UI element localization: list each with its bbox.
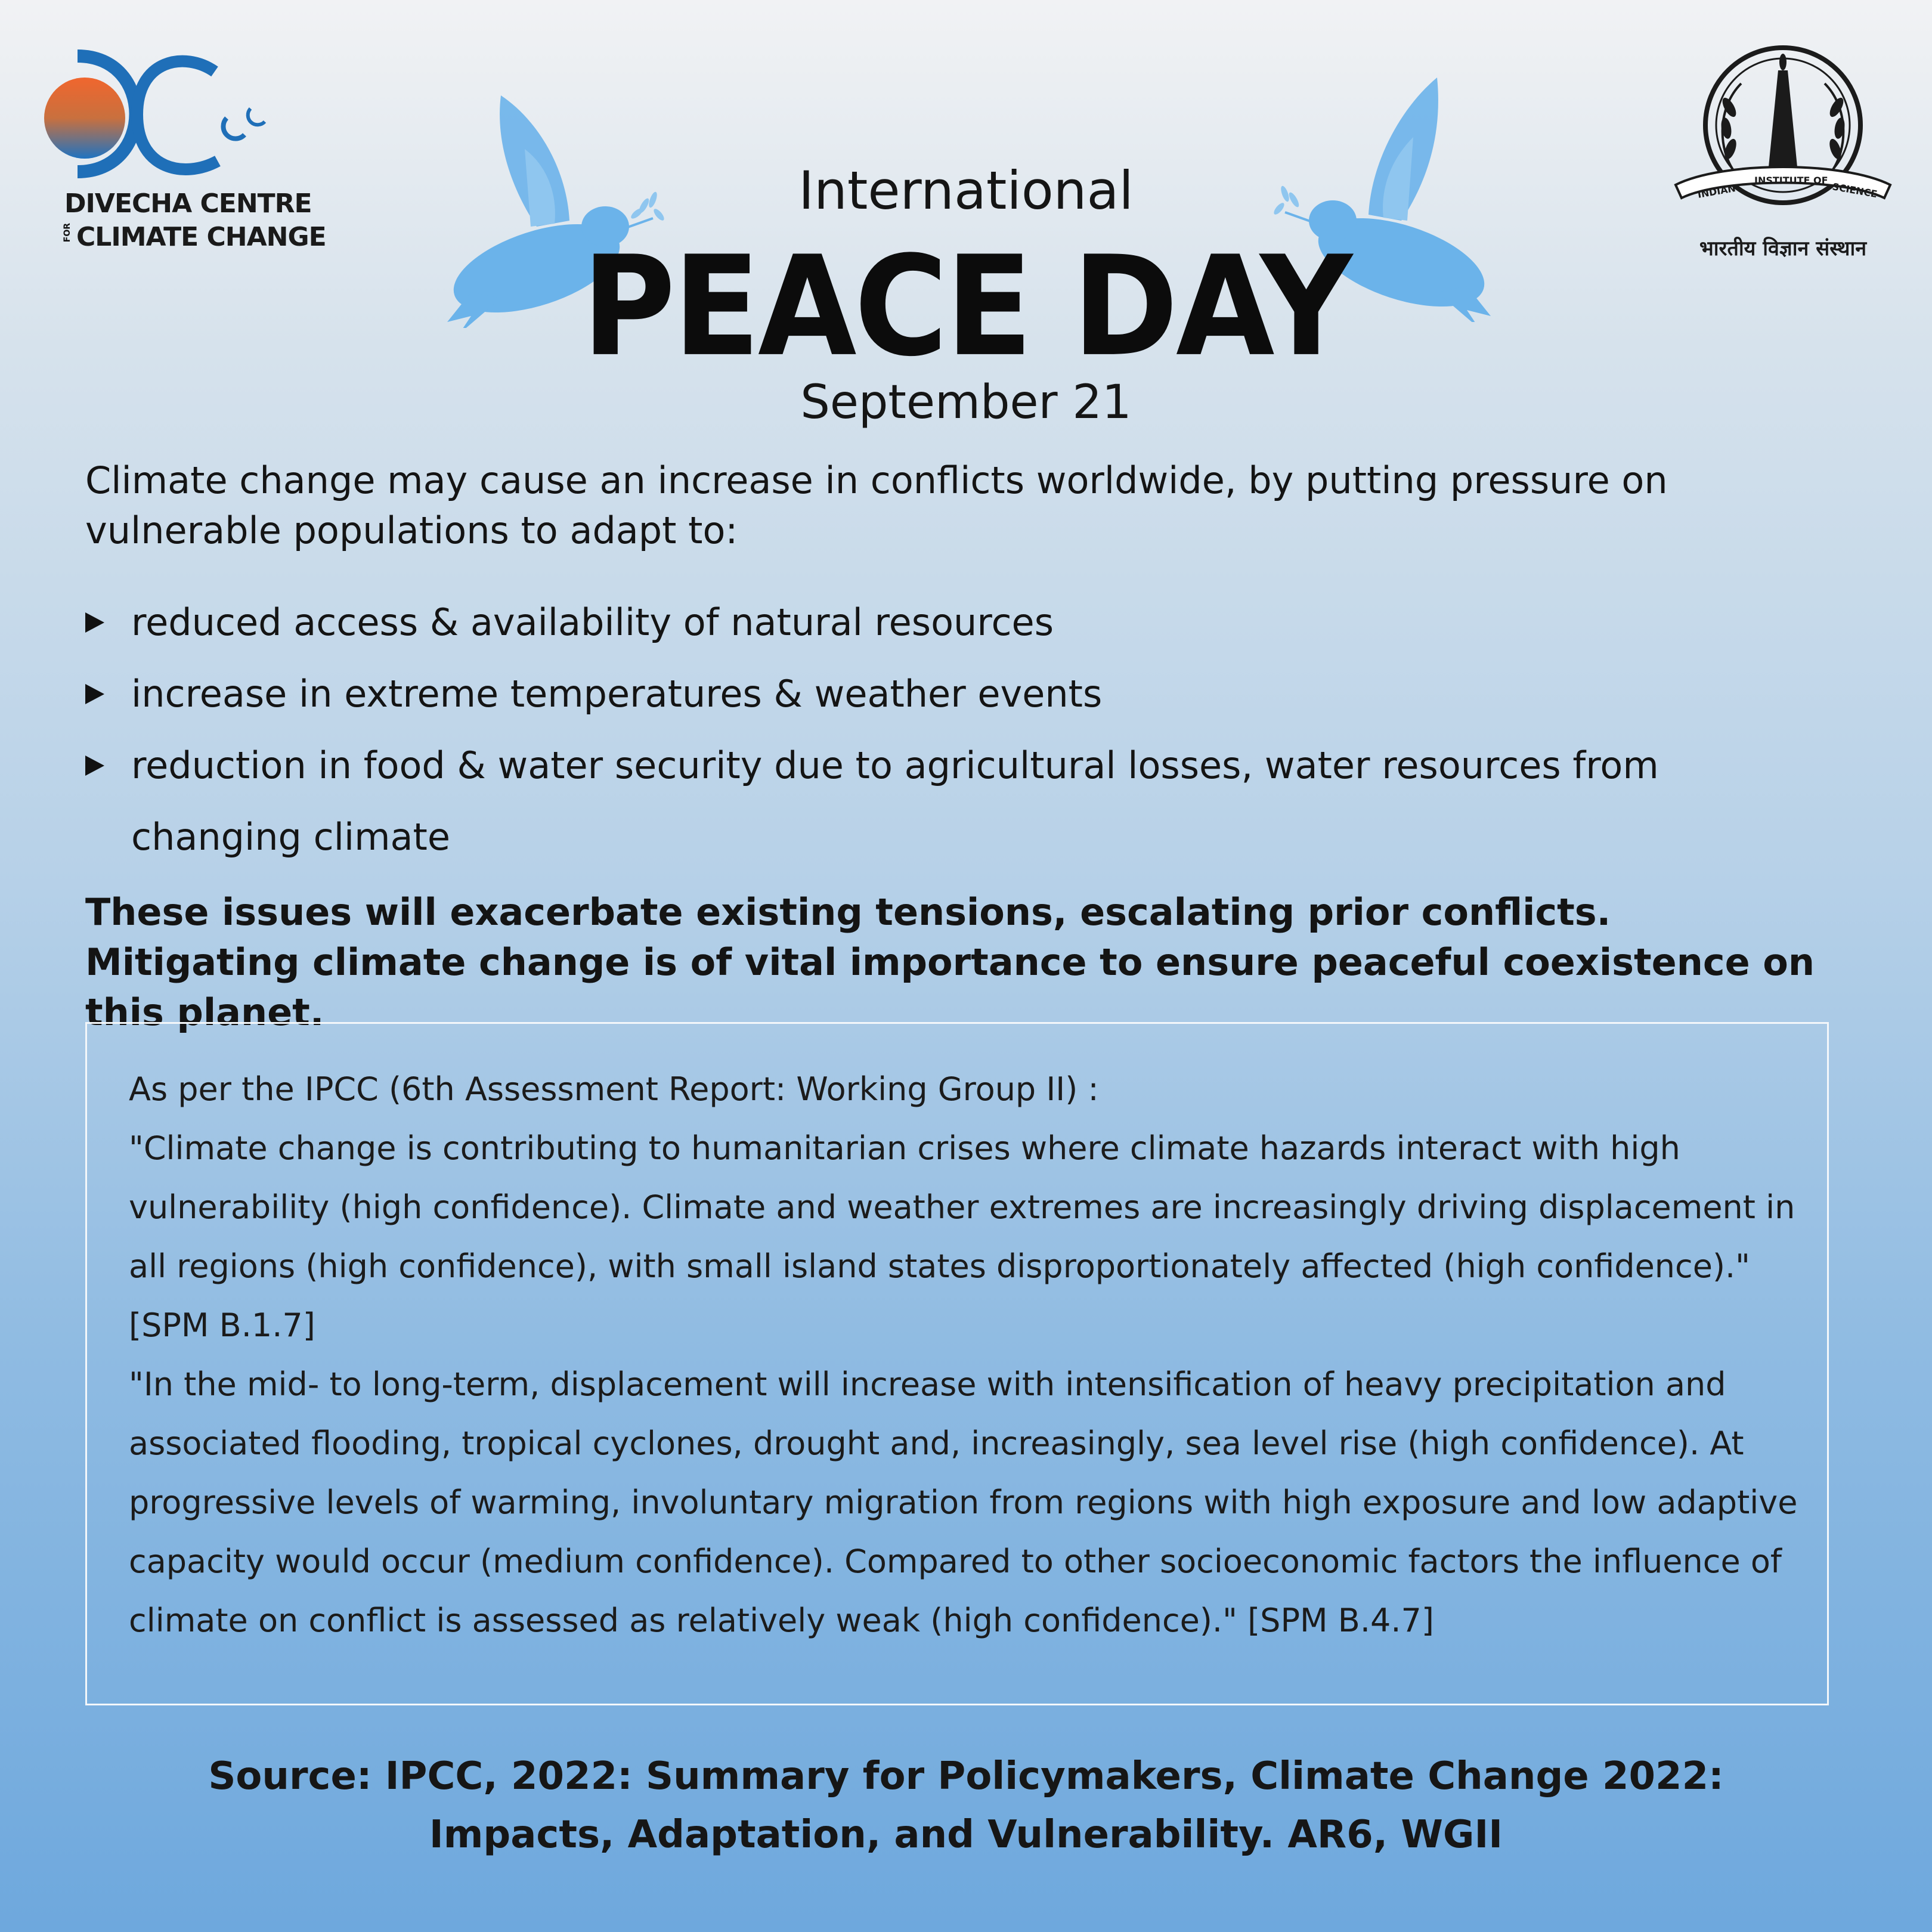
list-item bbox=[85, 730, 1815, 873]
divecha-line1: DIVECHA CENTRE bbox=[64, 188, 312, 219]
iisc-hindi-name: भारतीय विज्ञान संस्थान bbox=[1699, 237, 1867, 261]
title-international: International bbox=[798, 160, 1134, 221]
bullet-list bbox=[85, 587, 1815, 873]
iisc-ring-text-left: INDIAN bbox=[1696, 182, 1737, 200]
source-citation bbox=[0, 1747, 1932, 1864]
quote-spm-b47: "In the mid- to long-term, displacement will increase with intensification of heavy precipitation and associated flooding, tropical cyclones, drought and, increasingly, sea level rise (high confidence). At progressive levels of warming, involuntary migration from regions with high exposure and low adaptive capacity would occur (medium confidence). Compared to other socioeconomic factors the influence of climate on conflict is assessed as relatively weak (high confidence)." [SPM B.4.7] bbox=[129, 1366, 1798, 1639]
iisc-ring-text-middle: INSTITUTE OF bbox=[1754, 175, 1828, 186]
bullet-text: reduction in food & water security due to agricultural losses, water resources from changing climate bbox=[131, 744, 1659, 859]
conclusion-paragraph: These issues will exacerbate existing tensions, escalating prior conflicts. Mitigating climate change is of vital importance to ensure peaceful coexistence on this planet. bbox=[85, 890, 1815, 1034]
list-item bbox=[85, 658, 1815, 730]
source-line2: Impacts, Adaptation, and Vulnerability. AR6, WGII bbox=[429, 1813, 1503, 1857]
quote-content bbox=[129, 1060, 1798, 1650]
iisc-emblem-logo bbox=[1664, 42, 1902, 268]
source-line1: Source: IPCC, 2022: Summary for Policymakers, Climate Change 2022: bbox=[208, 1754, 1724, 1798]
divecha-line2: CLIMATE CHANGE bbox=[76, 222, 326, 252]
bullet-text: increase in extreme temperatures & weather events bbox=[131, 672, 1103, 716]
bullet-text: reduced access & availability of natural resources bbox=[131, 600, 1054, 644]
list-item bbox=[85, 587, 1815, 658]
triangle-bullet-icon bbox=[85, 684, 104, 704]
quote-heading: As per the IPCC (6th Assessment Report: Working Group II) : bbox=[129, 1070, 1099, 1108]
triangle-bullet-icon bbox=[85, 612, 104, 633]
title-date: September 21 bbox=[800, 376, 1132, 429]
iisc-ring-text-right: SCIENCE bbox=[1831, 181, 1878, 200]
quote-spm-b17: "Climate change is contributing to humanitarian crises where climate hazards interact with high vulnerability (high confidence). Climate and weather extremes are increasingly driving displacement in all regions (high confidence), with small island states disproportionately affected (high confidence)." [SPM B.1.7] bbox=[129, 1129, 1795, 1344]
title-peace-day: PEACE DAY bbox=[581, 227, 1351, 387]
ipcc-quote-box bbox=[85, 1022, 1829, 1705]
iisc-emblem-icon bbox=[1664, 42, 1902, 233]
intro-paragraph: Climate change may cause an increase in conflicts worldwide, by putting pressure on vulnerable populations to adapt to: bbox=[85, 459, 1668, 552]
triangle-bullet-icon bbox=[85, 756, 104, 776]
divecha-for-text: FOR bbox=[63, 223, 72, 243]
